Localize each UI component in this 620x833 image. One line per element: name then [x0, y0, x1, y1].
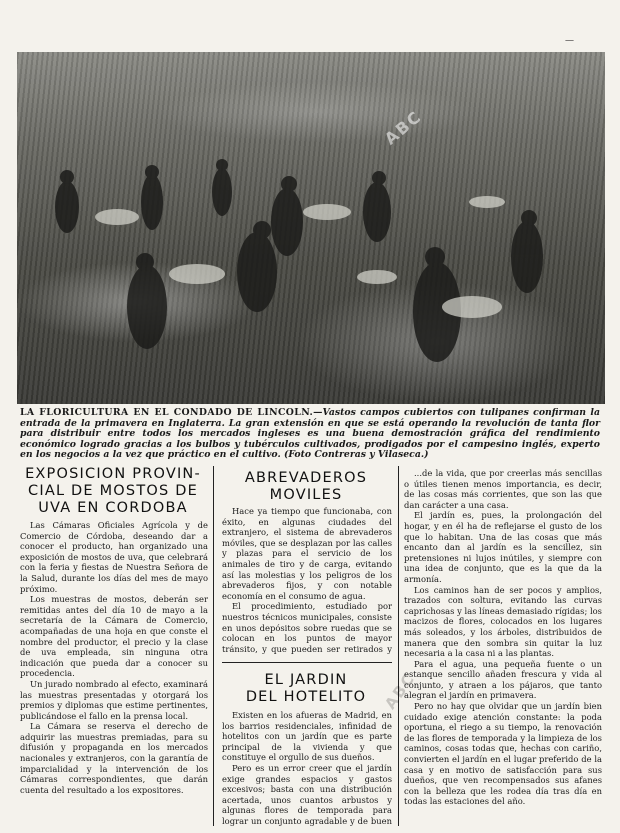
article2-headline-line: MOVILES [269, 487, 343, 503]
article1-headline [18, 466, 208, 517]
photo-caption [20, 408, 600, 461]
caption-body: —Vastos campos cubiertos con tulipanes confirman la entrada de la primavera en Inglaterra. La gran extensión en que se está operando la revolución de tanta flor para distribuir entre todos los mercados ingleses es una buena demostración gráfica del rendimiento económico logrado gracias a los bulbos y tubérculos cultivados, prodigados por el campesino inglés, experto en los negocios a la vez que práctico en el cultivo. (Foto Contreras y Vilaseca.) [20, 407, 600, 461]
section-rule [222, 662, 392, 663]
photo-watermark: ABC [380, 106, 426, 149]
tulip-field-photo [17, 52, 605, 404]
continued-paragraph: Los caminos han de ser pocos y amplios, trazados con soltura, evitando las curvas caprichosas y las líneas demasiado rígidas; los macizos de flores, colocados en los lugares más soleados, y los árboles, distribuidos de manera que den sombra sin quitar la luz necesaria a la casa ni a las plantas. [404, 584, 602, 659]
article2-paragraph: Hace ya tiempo que funcionaba, con éxito, en algunas ciudades del extranjero, el sistema de abrevaderos móviles, que se desplazan por las calles y plazas para el servicio de los animales de tiro y de carga, evitando así las molestias y los peligros de los abrevaderos fijos, y con notable economía en el consumo de agua. [222, 506, 392, 601]
article1-paragraph: Un jurado nombrado al efecto, examinará las muestras presentadas y otorgará los premios y diplomas que estime pertinentes, publicándose el fallo en la prensa local. [20, 678, 208, 721]
continued-paragraph: Pero no hay que olvidar que un jardín bien cuidado exige atención constante: la poda oportuna, el riego a su tiempo, la renovación de las flores de temporada y la limpieza de los caminos, cosas todas que, hechas con cariño, convierten el jardín en el lugar preferido de la casa y en motivo de satisfacción para sus dueños, que ven recompensados sus afanes con la belleza que les rodea día tras día en todas las estaciones del año. [404, 701, 602, 807]
article1-headline-line: EXPOSICION PROVIN- [25, 466, 201, 482]
caption-lead: LA FLORICULTURA EN EL CONDADO DE LINCOLN. [20, 407, 314, 418]
page-watermark: ABC [381, 669, 419, 713]
article3-headline-line: EL JARDIN [264, 672, 348, 688]
article3-headline [220, 672, 392, 706]
article3-paragraph: Existen en los afueras de Madrid, en los barrios residenciales, infinidad de hotelitos con un jardín que es parte principal de la vivienda y que constituye el orgullo de sus dueños. [222, 710, 392, 763]
article2-headline [220, 470, 392, 504]
page-mark: — [565, 36, 574, 46]
article1-paragraph: Los muestras de mostos, deberán ser remitidas antes del día 10 de mayo a la secretaría de la Cámara de Comercio, acompañadas de una hoja en que conste el nombre del productor, el precio y la clase de uva empleada, sin ninguna otra indicación que pueda dar a conocer su procedencia. [20, 594, 208, 679]
article3-body [222, 710, 392, 826]
photo-figures [17, 52, 605, 404]
continued-paragraph: Para el agua, una pequeña fuente o un estanque sencillo añaden frescura y vida al conjunto, y atraen a los pájaros, que tanto alegran el jardín en primavera. [404, 658, 602, 701]
article3-headline-line: DEL HOTELITO [245, 689, 367, 705]
article3-paragraph: Pero es un error creer que el jardín exige grandes espacios y gastos excesivos; basta con una distribución acertada, unos cuantos arbustos y algunas flores de temporada para lograr un conjunto agradable y de buen [222, 762, 392, 826]
continued-paragraph: ...de la vida, que por creerlas más sencillas o útiles tienen menos importancia, es decir, de las cosas más corrientes, que son las que dan carácter a una casa. [404, 468, 602, 510]
continued-paragraph: El jardín es, pues, la prolongación del hogar, y en él ha de reflejarse el gusto de los que lo habitan. Una de las cosas que más encanto dan al jardín es la sencillez, sin pretensiones ni lujos inútiles, y siempre con una idea de conjunto, que es la que da la armonía. [404, 510, 602, 584]
article2-body [222, 506, 392, 654]
article1-headline-line: CIAL DE MOSTOS DE [28, 483, 198, 499]
article3-continued-body [404, 468, 602, 826]
column-rule [398, 466, 399, 826]
article1-paragraph: Las Cámaras Oficiales Agrícola y de Comercio de Córdoba, deseando dar a conocer el producto, han organizado una exposición de mostos de uva, que celebrará con la feria y fiestas de Nuestra Señora de la Salud, durante los días del mes de mayo próximo. [20, 520, 208, 594]
article2-headline-line: ABREVADEROS [244, 470, 368, 486]
column-rule [213, 466, 214, 826]
article2-paragraph: El procedimiento, estudiado por nuestros técnicos municipales, consiste en unos depósitos sobre ruedas que se colocan en los puntos de mayor tránsito, y que pueden ser retirados y [222, 601, 392, 654]
article1-paragraph: La Cámara se reserva el derecho de adquirir las muestras premiadas, para su difusión y propaganda en los mercados nacionales y extranjeros, con la garantía de imparcialidad y la intervención de los Cámaras correspondientes, que darán cuenta del resultado a los expositores. [20, 721, 208, 795]
article1-body [20, 520, 208, 826]
article1-headline-line: UVA EN CORDOBA [38, 500, 188, 516]
